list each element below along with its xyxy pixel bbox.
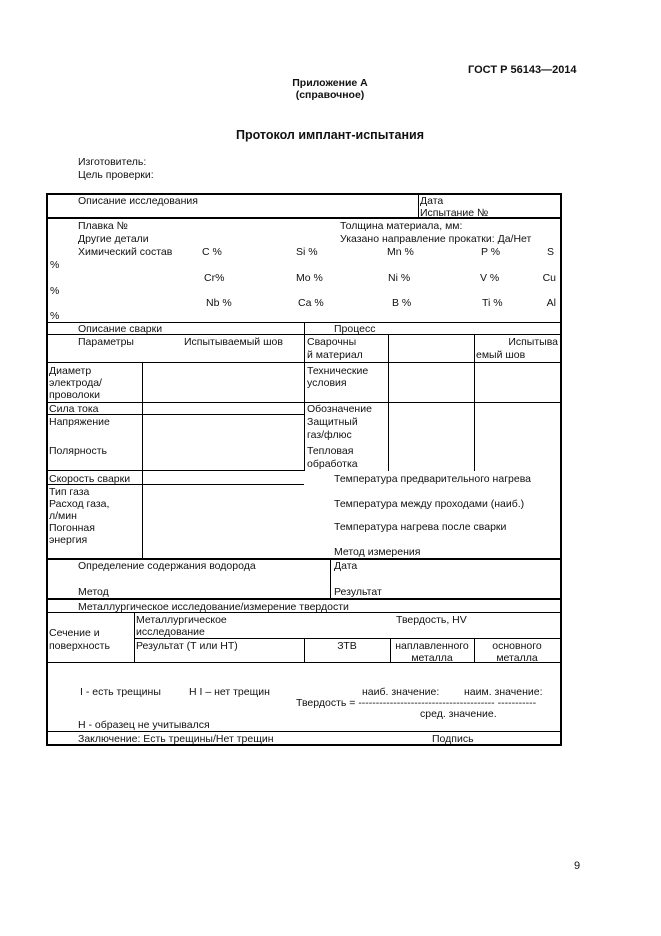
date-label: Дата — [420, 195, 444, 207]
cracks-legend: I - есть трещины — [80, 686, 161, 698]
process-label: Процесс — [334, 323, 376, 335]
consumable-label-2: й материал — [307, 349, 363, 361]
element-si: Si % — [296, 246, 318, 258]
electrode-label-1: Диаметр — [49, 365, 92, 377]
polarity-label: Полярность — [49, 445, 107, 457]
gas-flow-label-1: Расход газа, — [49, 498, 110, 510]
heat-number-label: Плавка № — [78, 220, 128, 232]
element-s: S — [546, 246, 554, 258]
test-seam-2-label-2: емый шов — [476, 349, 526, 361]
hydrogen-result-label: Результат — [334, 586, 382, 598]
hydrogen-date-label: Дата — [334, 560, 358, 572]
heat-treatment-label-2: обработка — [307, 458, 358, 470]
appendix-title: Приложение А — [292, 77, 368, 89]
element-mn: Mn % — [387, 246, 414, 258]
purpose-label: Цель проверки: — [78, 169, 154, 181]
element-ni: Ni % — [388, 272, 411, 284]
tech-conditions-label-2: условия — [307, 377, 347, 389]
element-v: V % — [480, 272, 500, 284]
conclusion-label: Заключение: Есть трещины/Нет трещин — [78, 733, 274, 745]
section-surface-label-1: Сечение и — [49, 627, 100, 639]
measure-method-label: Метод измерения — [334, 546, 421, 558]
speed-label: Скорость сварки — [49, 473, 131, 485]
heat-treatment-label-1: Тепловая — [307, 445, 354, 457]
element-p: P % — [481, 246, 501, 258]
chemical-composition-label: Химический состав — [78, 246, 173, 258]
ignored-legend: H - образец не учитывался — [78, 719, 210, 731]
designation-label: Обозначение — [307, 403, 372, 415]
other-parts-label: Другие детали — [78, 233, 149, 245]
min-value-label: наим. значение: — [464, 686, 543, 698]
preheat-label: Температура предварительного нагрева — [334, 473, 531, 485]
test-seam-label: Испытываемый шов — [184, 336, 283, 348]
post-heat-label: Температура нагрева после сварки — [334, 521, 507, 533]
element-b: B % — [392, 297, 412, 309]
shielding-label-1: Защитный — [307, 416, 358, 428]
base-metal-label-2: металла — [496, 652, 538, 664]
energy-label-2: энергия — [49, 534, 88, 546]
percent-mark: % — [50, 285, 60, 297]
current-label: Сила тока — [49, 403, 99, 415]
deposited-metal-label-2: металла — [411, 652, 453, 664]
hydrogen-method-label: Метод — [78, 586, 109, 598]
base-metal-label-1: основного — [492, 640, 542, 652]
max-value-label: наиб. значение: — [362, 686, 440, 698]
test-number-label: Испытание № — [420, 207, 489, 219]
research-description-label: Описание исследования — [78, 195, 198, 207]
result-label: Результат (Т или НТ) — [136, 640, 238, 652]
metallurgical-study-label-1: Металлургическое — [136, 614, 227, 626]
manufacturer-label: Изготовитель: — [78, 156, 147, 168]
no-cracks-legend: H I – нет трещин — [189, 686, 270, 698]
test-seam-2-label-1: Испытыва — [508, 336, 558, 348]
percent-mark: % — [50, 259, 60, 271]
deposited-metal-label-1: наплавленного — [395, 640, 469, 652]
hydrogen-title: Определение содержания водорода — [78, 560, 256, 572]
interpass-label: Температура между проходами (наиб.) — [334, 498, 525, 510]
voltage-label: Напряжение — [49, 416, 110, 428]
element-ca: Ca % — [298, 297, 324, 309]
element-mo: Mo % — [296, 272, 323, 284]
haz-label: ЗТВ — [337, 640, 357, 652]
protocol-title: Протокол имплант-испытания — [235, 128, 425, 142]
element-c: C % — [202, 246, 222, 258]
hardness-formula: Твердость = --------------------------------------- ----------- — [296, 697, 537, 709]
parameters-label: Параметры — [78, 336, 134, 348]
electrode-label-2: электрода/ — [49, 377, 102, 389]
signature-label: Подпись — [432, 733, 474, 745]
gas-flow-label-2: л/мин — [49, 510, 77, 522]
electrode-label-3: проволоки — [49, 389, 100, 401]
gas-type-label: Тип газа — [49, 486, 90, 498]
shielding-label-2: газ/флюс — [307, 429, 352, 441]
percent-mark: % — [50, 310, 60, 322]
average-value-label: сред. значение. — [420, 708, 497, 720]
section-surface-label-2: поверхность — [49, 640, 110, 652]
energy-label-1: Погонная — [49, 522, 95, 534]
standard-number: ГОСТ Р 56143—2014 — [468, 64, 577, 76]
tech-conditions-label-1: Технические — [307, 365, 369, 377]
thickness-label: Толщина материала, мм: — [340, 220, 463, 232]
element-cu: Cu — [542, 272, 556, 284]
metallurgical-title: Металлургическое исследование/измерение твердости — [78, 601, 349, 613]
element-al: Al — [546, 297, 556, 309]
welding-description-label: Описание сварки — [78, 323, 163, 335]
consumable-label-1: Сварочны — [307, 336, 357, 348]
appendix-note: (справочное) — [295, 89, 365, 101]
element-ti: Ti % — [482, 297, 503, 309]
rolling-direction-label: Указано направление прокатки: Да/Нет — [340, 233, 532, 245]
metallurgical-study-label-2: исследование — [136, 626, 205, 638]
element-nb: Nb % — [206, 297, 232, 309]
hardness-hv-label: Твердость, HV — [396, 614, 467, 626]
element-cr: Cr% — [204, 272, 225, 284]
page-number: 9 — [574, 860, 581, 872]
